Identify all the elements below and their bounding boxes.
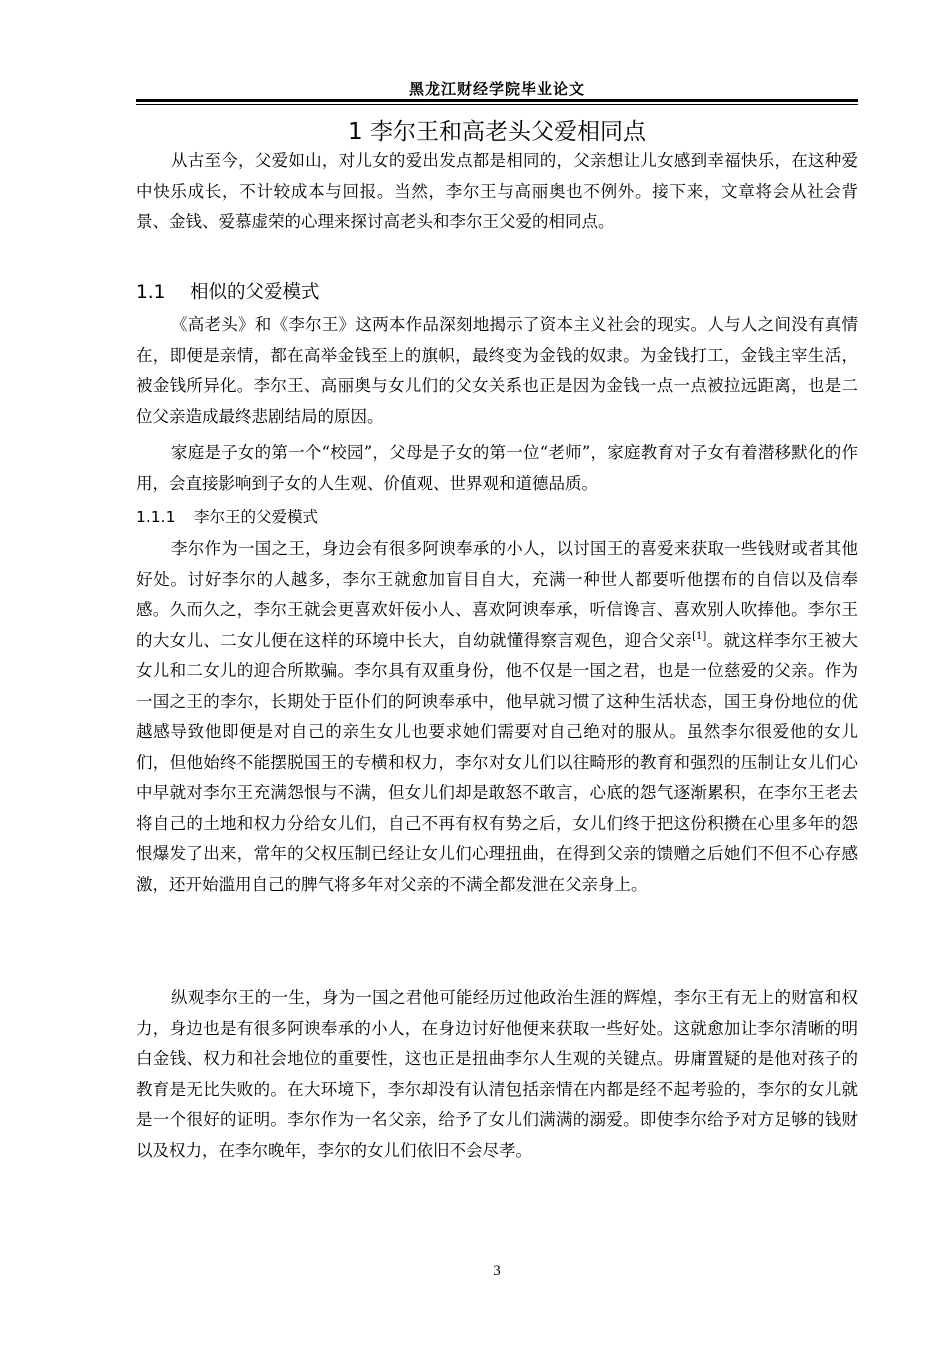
subsection-heading-1-1-1 [136,504,318,530]
body-paragraph: 《高老头》和《李尔王》这两本作品深刻地揭示了资本主义社会的现实。人与人之间没有真情在，即便是亲情，都在高举金钱至上的旗帜，最终变为金钱的奴隶。为金钱打工，金钱主宰生活，被金钱所异化。李尔王、高丽奥与女儿们的父女关系也正是因为金钱一点一点被拉远距离，也是二位父亲造成最终悲剧结局的原因。 [136,315,858,426]
intro-paragraph: 从古至今，父爱如山，对儿女的爱出发点都是相同的，父亲想让儿女感到幸福快乐，在这种爱中快乐成长，不计较成本与回报。当然，李尔王与高丽奥也不例外。接下来，文章将会从社会背景、金钱、爱慕虚荣的心理来探讨高老头和李尔王父爱的相同点。 [136,151,858,231]
subsection-number: 1.1.1 [136,508,176,526]
paragraph-text: 李尔作为一国之王，身边会有很多阿谀奉承的小人，以讨国王的喜爱来获取一些钱财或者其他好处。讨好李尔的人越多，李尔王就愈加盲目自大，充满一种世人都要听他摆布的自信以及信奉感。久而久之，李尔王就会更喜欢奸佞小人、喜欢阿谀奉承，听信谗言、喜欢别人吹捧他。李尔王的大女儿、二女儿便在这样的环境中长大，自幼就懂得察言观色，迎合父亲 [136,539,858,650]
body-paragraph: 家庭是子女的第一个“校园”，父母是子女的第一位“老师”，家庭教育对子女有着潜移默化的作用，会直接影响到子女的人生观、价值观、世界观和道德品质。 [136,443,858,493]
running-header: 黑龙江财经学院毕业论文 [408,80,585,98]
body-paragraph: 纵观李尔王的一生，身为一国之君他可能经历过他政治生涯的辉煌，李尔王有无上的财富和权力，身边也是有很多阿谀奉承的小人，在身边讨好他便来获取一些好处。这就愈加让李尔清晰的明白金钱、权力和社会地位的重要性，这也正是扭曲李尔人生观的关键点。毋庸置疑的是他对孩子的教育是无比失败的。在大环境下，李尔却没有认清包括亲情在内都是经不起考验的，李尔的女儿就是一个很好的证明。李尔作为一名父亲，给予了女儿们满满的溺爱。即使李尔给予对方足够的钱财以及权力，在李尔晚年，李尔的女儿们依旧不会尽孝。 [136,988,858,1160]
header-rule-thick [136,99,858,102]
chapter-title: 1 李尔王和高老头父爱相同点 [348,119,646,145]
section-heading-1-1 [136,279,320,307]
header-rule-thin [136,104,858,105]
paragraph-text: 。就这样李尔王被大女儿和二女儿的迎合所欺骗。李尔具有双重身份，他不仅是一国之君，也是一位慈爱的父亲。作为一国之王的李尔，长期处于臣仆们的阿谀奉承中，他早就习惯了这种生活状态，国王身份地位的优越感导致他即便是对自己的亲生女儿也要求她们需要对自己绝对的服从。虽然李尔很爱他的女儿们，但他始终不能摆脱国王的专横和权力，李尔对女儿们以往畸形的教育和强烈的压制让女儿们心中早就对李尔王充满怨恨与不满，但女儿们却是敢怒不敢言，心底的怨气逐渐累积，在李尔王老去将自己的土地和权力分给女儿们，自己不再有权有势之后，女儿们终于把这份积攒在心里多年的怨恨爆发了出来，常年的父权压制已经让女儿们心理扭曲，在得到父亲的馈赠之后她们不但不心存感激，还开始滥用自己的脾气将多年对父亲的不满全都发泄在父亲身上。 [136,630,859,894]
citation-marker[interactable]: [1] [692,630,707,642]
section-title: 相似的父爱模式 [190,282,320,303]
subsection-title: 李尔王的父爱模式 [194,508,319,526]
section-number: 1.1 [136,282,166,303]
page-number: 3 [493,1263,501,1279]
body-paragraph [136,534,858,900]
